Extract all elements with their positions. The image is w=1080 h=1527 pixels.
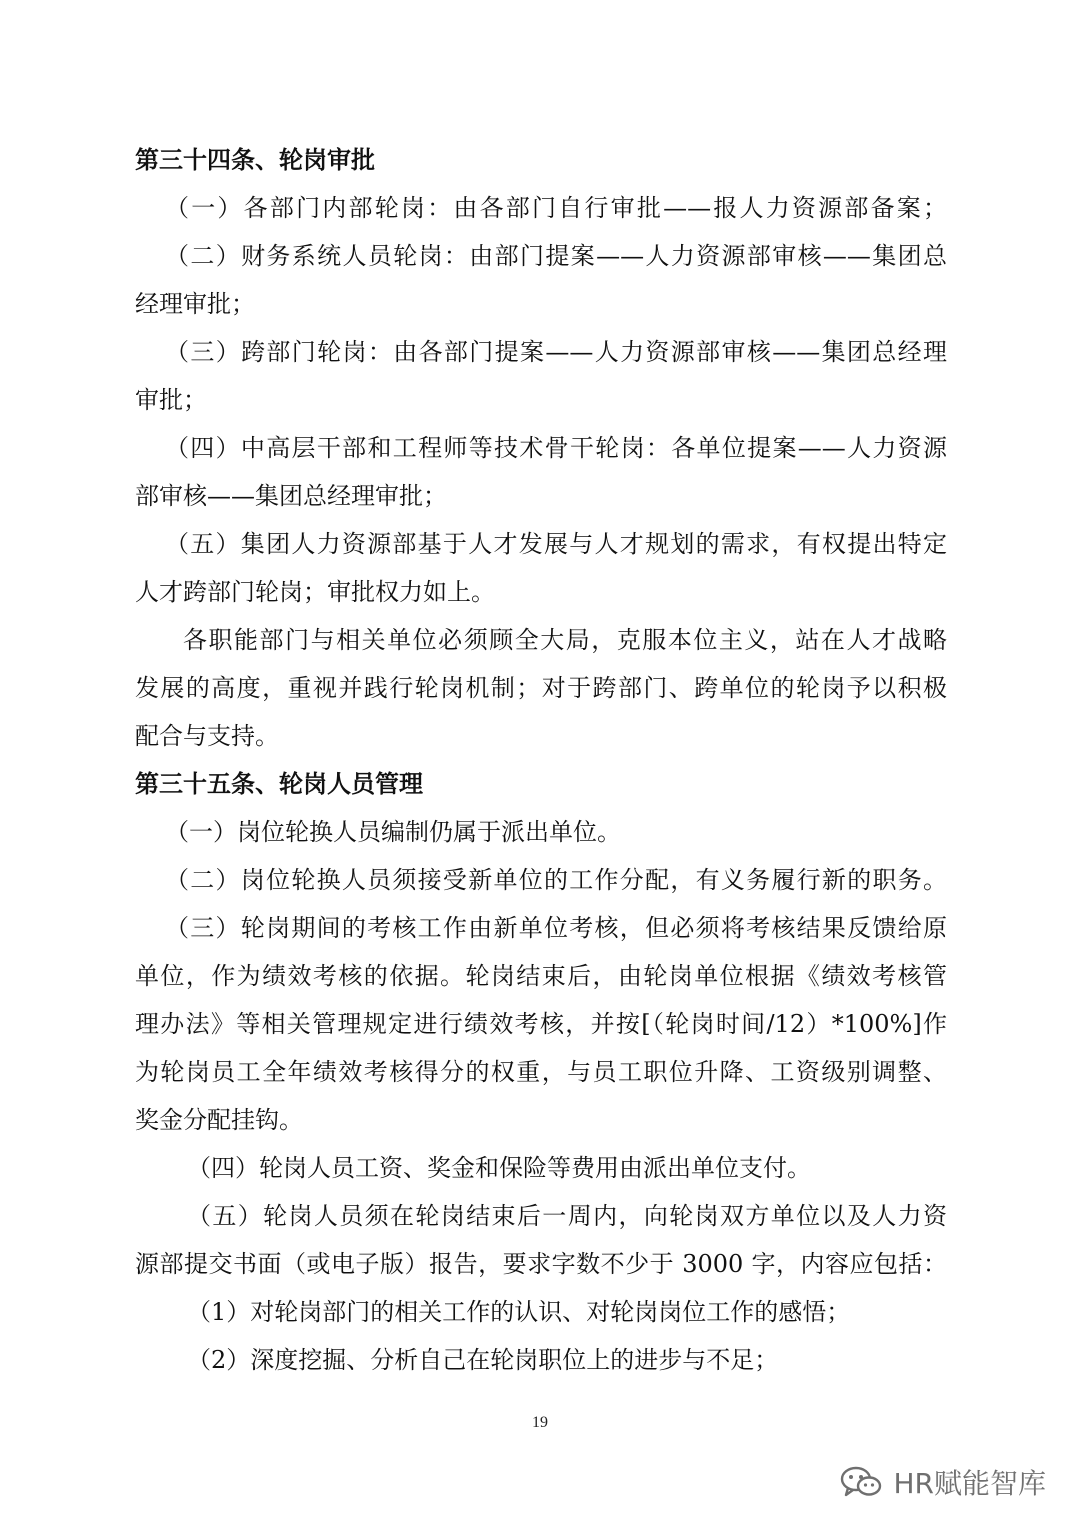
document-body bbox=[135, 136, 947, 1384]
text-line: 配合与支持。 bbox=[135, 722, 279, 750]
text-line: （三）轮岗期间的考核工作由新单位考核，但必须将考核结果反馈给原 bbox=[165, 914, 947, 942]
text-line: （三）跨部门轮岗：由各部门提案——人力资源部审核——集团总经理 bbox=[165, 338, 947, 366]
text-line: 奖金分配挂钩。 bbox=[135, 1106, 303, 1134]
text-line: （五）集团人力资源部基于人才发展与人才规划的需求，有权提出特定 bbox=[165, 530, 947, 558]
article-heading: 第三十四条、轮岗审批 bbox=[135, 145, 375, 174]
text-line: （二）财务系统人员轮岗：由部门提案——人力资源部审核——集团总 bbox=[165, 242, 947, 270]
text-line: （2）深度挖掘、分析自己在轮岗职位上的进步与不足； bbox=[187, 1346, 779, 1374]
text-line: 源部提交书面（或电子版）报告，要求字数不少于 3000 字，内容应包括： bbox=[135, 1250, 947, 1278]
text-line: （四）轮岗人员工资、奖金和保险等费用由派出单位支付。 bbox=[187, 1154, 811, 1182]
article-heading: 第三十五条、轮岗人员管理 bbox=[135, 769, 423, 798]
wechat-icon bbox=[839, 1464, 883, 1500]
text-line: （一）各部门内部轮岗：由各部门自行审批——报人力资源部备案； bbox=[165, 194, 947, 222]
text-line: 经理审批； bbox=[135, 290, 255, 318]
text-line: 单位，作为绩效考核的依据。轮岗结束后，由轮岗单位根据《绩效考核管 bbox=[135, 962, 947, 990]
text-line: 为轮岗员工全年绩效考核得分的权重，与员工职位升降、工资级别调整、 bbox=[135, 1058, 947, 1086]
text-line: 发展的高度，重视并践行轮岗机制；对于跨部门、跨单位的轮岗予以积极 bbox=[135, 674, 947, 702]
text-line: （一）岗位轮换人员编制仍属于派出单位。 bbox=[165, 818, 621, 846]
text-line: 部审核——集团总经理审批； bbox=[135, 482, 447, 510]
text-line: （1）对轮岗部门的相关工作的认识、对轮岗岗位工作的感悟； bbox=[187, 1298, 851, 1326]
text-line: 人才跨部门轮岗；审批权力如上。 bbox=[135, 578, 495, 606]
text-line: （五）轮岗人员须在轮岗结束后一周内，向轮岗双方单位以及人力资 bbox=[187, 1202, 947, 1230]
text-line: （二）岗位轮换人员须接受新单位的工作分配，有义务履行新的职务。 bbox=[165, 866, 947, 894]
text-line: （四）中高层干部和工程师等技术骨干轮岗：各单位提案——人力资源 bbox=[165, 434, 947, 462]
text-line: 理办法》等相关管理规定进行绩效考核，并按[（轮岗时间/12）*100%]作 bbox=[135, 1010, 947, 1038]
page-number: 19 bbox=[532, 1414, 548, 1431]
text-line: 审批； bbox=[135, 386, 207, 414]
watermark-text: HR赋能智库 bbox=[893, 1467, 1046, 1500]
watermark bbox=[839, 1462, 1046, 1502]
text-line: 各职能部门与相关单位必须顾全大局，克服本位主义，站在人才战略 bbox=[183, 626, 947, 654]
